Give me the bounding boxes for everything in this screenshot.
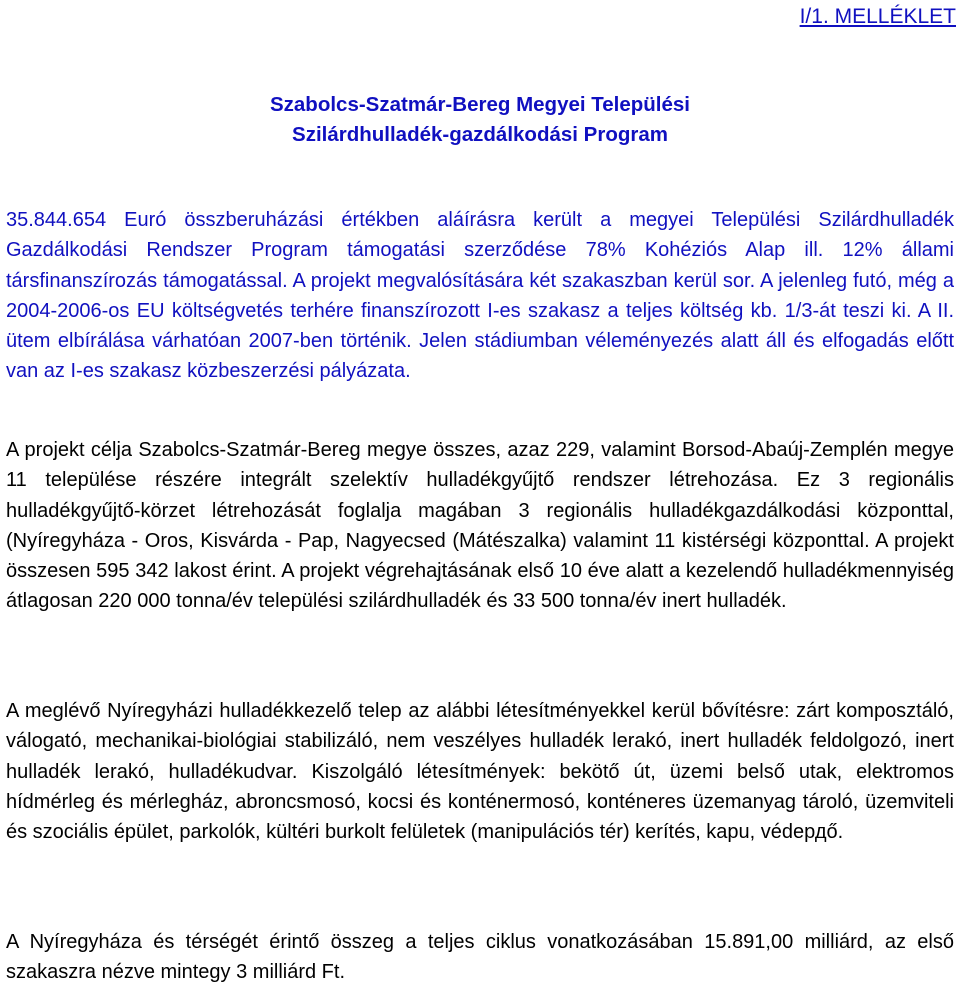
paragraph-cost-text: A Nyíregyháza és térségét érintő összeg a teljes ciklus vonatkozásában 15.891,00 milliárd, az első szakaszra nézve mintegy 3 milliárd Ft. — [6, 931, 954, 984]
paragraph-facilities — [6, 696, 954, 847]
paragraph-cost — [6, 927, 954, 988]
paragraph-project-goal-text: A projekt célja Szabolcs-Szatmár-Bereg megye összes, azaz 229, valamint Borsod-Abaúj-Zemplén megye 11 települése részére integrált szelektív hulladékgyűjtő rendszer létrehozása. Ez 3 regionális hulladékgyűjtő-körzet létrehozását foglalja magában 3 regionális hulladékgazdálkodási központtal,(Nyíregyháza - Oros, Kisvárda - Pap, Nagyecsed (Mátészalka) valamint 11 kistérségi központtal. A projekt összesen 595 342 lakost érint. A projekt végrehajtásának első 10 éve alatt a kezelendő hulladékmennyiség átlagosan 220 000 tonna/év települési szilárdhulladék és 33 500 tonna/év inert hulladék. — [6, 439, 954, 613]
title-line-1: Szabolcs-Szatmár-Bereg Megyei Települési — [269, 93, 690, 116]
paragraph-facilities-text: A meglévő Nyíregyházi hulladékkezelő telep az alábbi létesítményekkel kerül bővítésre: zárt komposztáló, válogató, mechanikai-biológiai stabilizáló, nem veszélyes hulladék lerakó, inert hulladék feldolgozó, inert hulladék lerakó, hulladékudvar. Kiszolgáló létesítmények: bekötő út, üzemi belső utak, elektromos hídmérleg és mérlegház, abroncsmosó, kocsi és konténermosó, konténeres üzemanyag tároló, üzemviteli és szociális épület, parkolók, kültéri burkolt felületek (manipulációs tér) kerítés, kapu, védердő. — [6, 700, 954, 844]
title-line-2: Szilárdhulladék-gazdálkodási Program — [292, 123, 668, 146]
annex-label: I/1. MELLÉKLET — [799, 5, 956, 28]
paragraph-funding-text: 35.844.654 Euró összberuházási értékben aláírásra került a megyei Települési Szilárdhulladék Gazdálkodási Rendszer Program támogatási szerződése 78% Kohéziós Alap ill. 12% állami társfinanszírozás támogatással. A projekt megvalósítására két szakaszban kerül sor. A jelenleg futó, még a 2004-2006-os EU költségvetés terhére finanszírozott I-es szakasz a teljes költség kb. 1/3-át teszi ki. A II. ütem elbírálása várhatóan 2007-ben történik. Jelen stádiumban véleményezés alatt áll és elfogadás előtt van az I-es szakasz közbeszerzési pályázata. — [6, 209, 954, 383]
paragraph-funding — [6, 205, 954, 387]
document-title — [0, 90, 960, 150]
paragraph-project-goal — [6, 435, 954, 617]
